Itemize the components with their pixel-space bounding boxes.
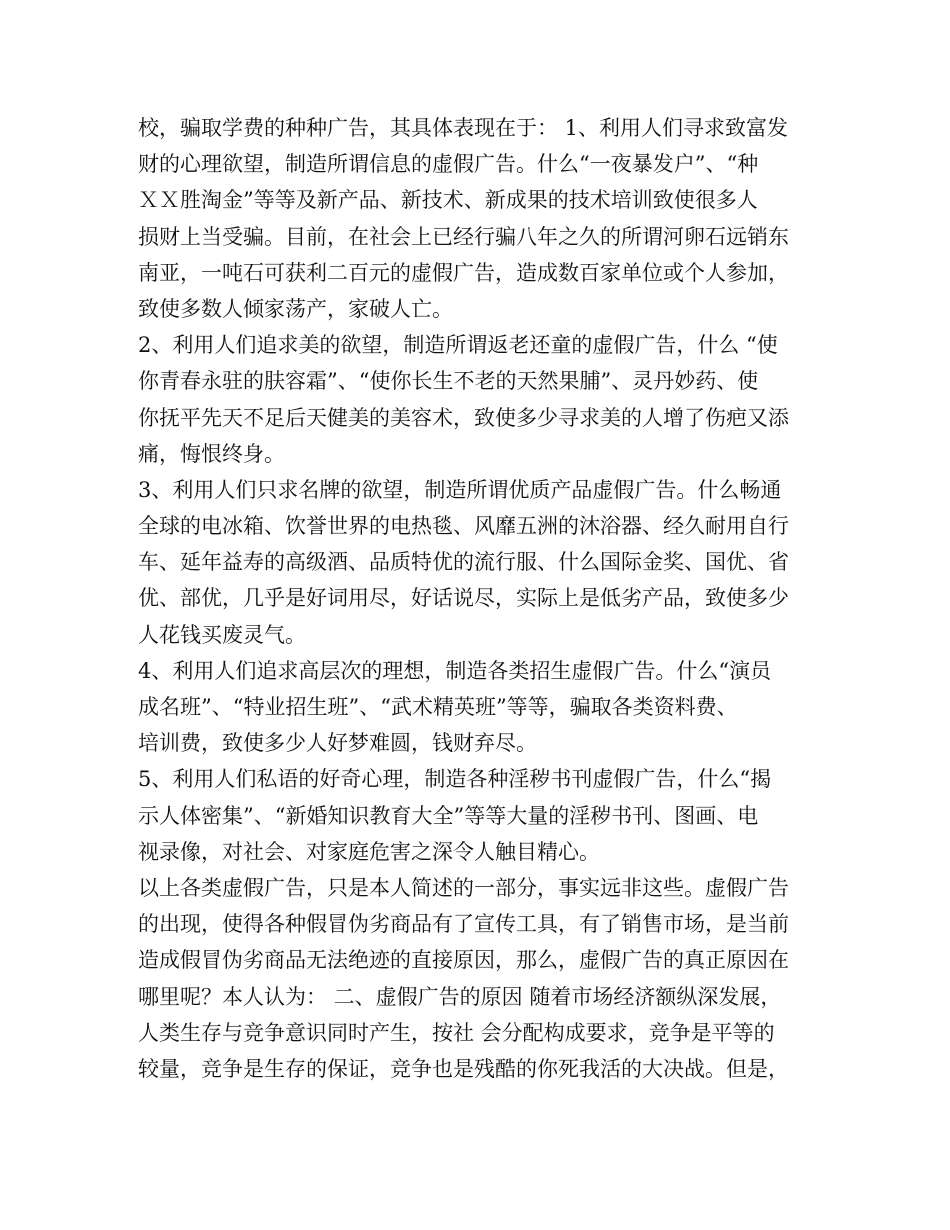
text-line: 较量，竞争是生存的保证，竞争也是残酷的你死我活的大决战。但是， [138,1056,789,1081]
text-line: 4、利用人们追求高层次的理想，制造各类招生虚假广告。什么“演员 [138,658,772,683]
text-line: 财的心理欲望，制造所谓信息的虚假广告。什么“一夜暴发户”、“种 [138,152,759,177]
text-line: 全球的电冰箱、饮誉世界的电热毯、风靡五洲的沐浴器、经久耐用自行 [138,514,789,539]
body-text [138,110,818,1087]
text-line: 你青春永驻的肤容霜”、“使你长生不老的天然果脯”、灵丹妙药、使 [138,369,759,394]
text-line: 3、利用人们只求名牌的欲望，制造所谓优质产品虚假广告。什么畅通 [138,477,782,502]
text-line: 损财上当受骗。目前，在社会上已经行骗八年之久的所谓河卵石远销东 [138,224,789,249]
text-line: ＸＸ胜淘金”等等及新产品、新技术、新成果的技术培训致使很多人 [138,188,758,213]
text-line: 5、利用人们私语的好奇心理，制造各种淫秽书刊虚假广告，什么“揭 [138,767,772,792]
text-line: 视录像，对社会、对家庭危害之深令人触目精心。 [138,839,600,864]
text-line: 培训费，致使多少人好梦难圆，钱财弃尽。 [138,731,537,756]
text-line: 致使多数人倾家荡产，家破人亡。 [138,296,453,321]
text-line: 人类生存与竞争意识同时产生，按社 会分配构成要求，竞争是平等的 [138,1020,775,1045]
text-line: 人花钱买废灵气。 [138,622,306,647]
text-line: 痛，悔恨终身。 [138,441,285,466]
text-line: 以上各类虚假广告，只是本人简述的一部分，事实远非这些。虚假广告 [138,875,789,900]
text-line: 哪里呢？本人认为： 二、虚假广告的原因 随着市场经济额纵深发展， [138,984,782,1009]
text-line: 的出现，使得各种假冒伪劣商品有了宣传工具，有了销售市场，是当前 [138,912,789,937]
text-line: 成名班”、“特业招生班”、“武术精英班”等等，骗取各类资料费、 [138,695,738,719]
text-line: 造成假冒伪劣商品无法绝迹的直接原因，那么，虚假广告的真正原因在 [138,948,789,973]
text-line: 示人体密集”、“新婚知识教育大全”等等大量的淫秽书刊、图画、电 [138,803,759,828]
text-line: 2、利用人们追求美的欲望，制造所谓返老还童的虚假广告，什么 “使 [138,333,778,358]
text-line: 优、部优，几乎是好词用尽，好话说尽，实际上是低劣产品，致使多少 [138,586,789,611]
text-line: 校，骗取学费的种种广告，其具体表现在于： 1、利用人们寻求致富发 [138,116,789,140]
text-line: 你抚平先天不足后天健美的美容术，致使多少寻求美的人增了伤疤又添 [138,405,789,430]
text-line: 南亚，一吨石可获利二百元的虚假广告，造成数百家单位或个人参加， [138,260,789,285]
text-line: 车、延年益寿的高级酒、品质特优的流行服、什么国际金奖、国优、省 [138,550,789,575]
